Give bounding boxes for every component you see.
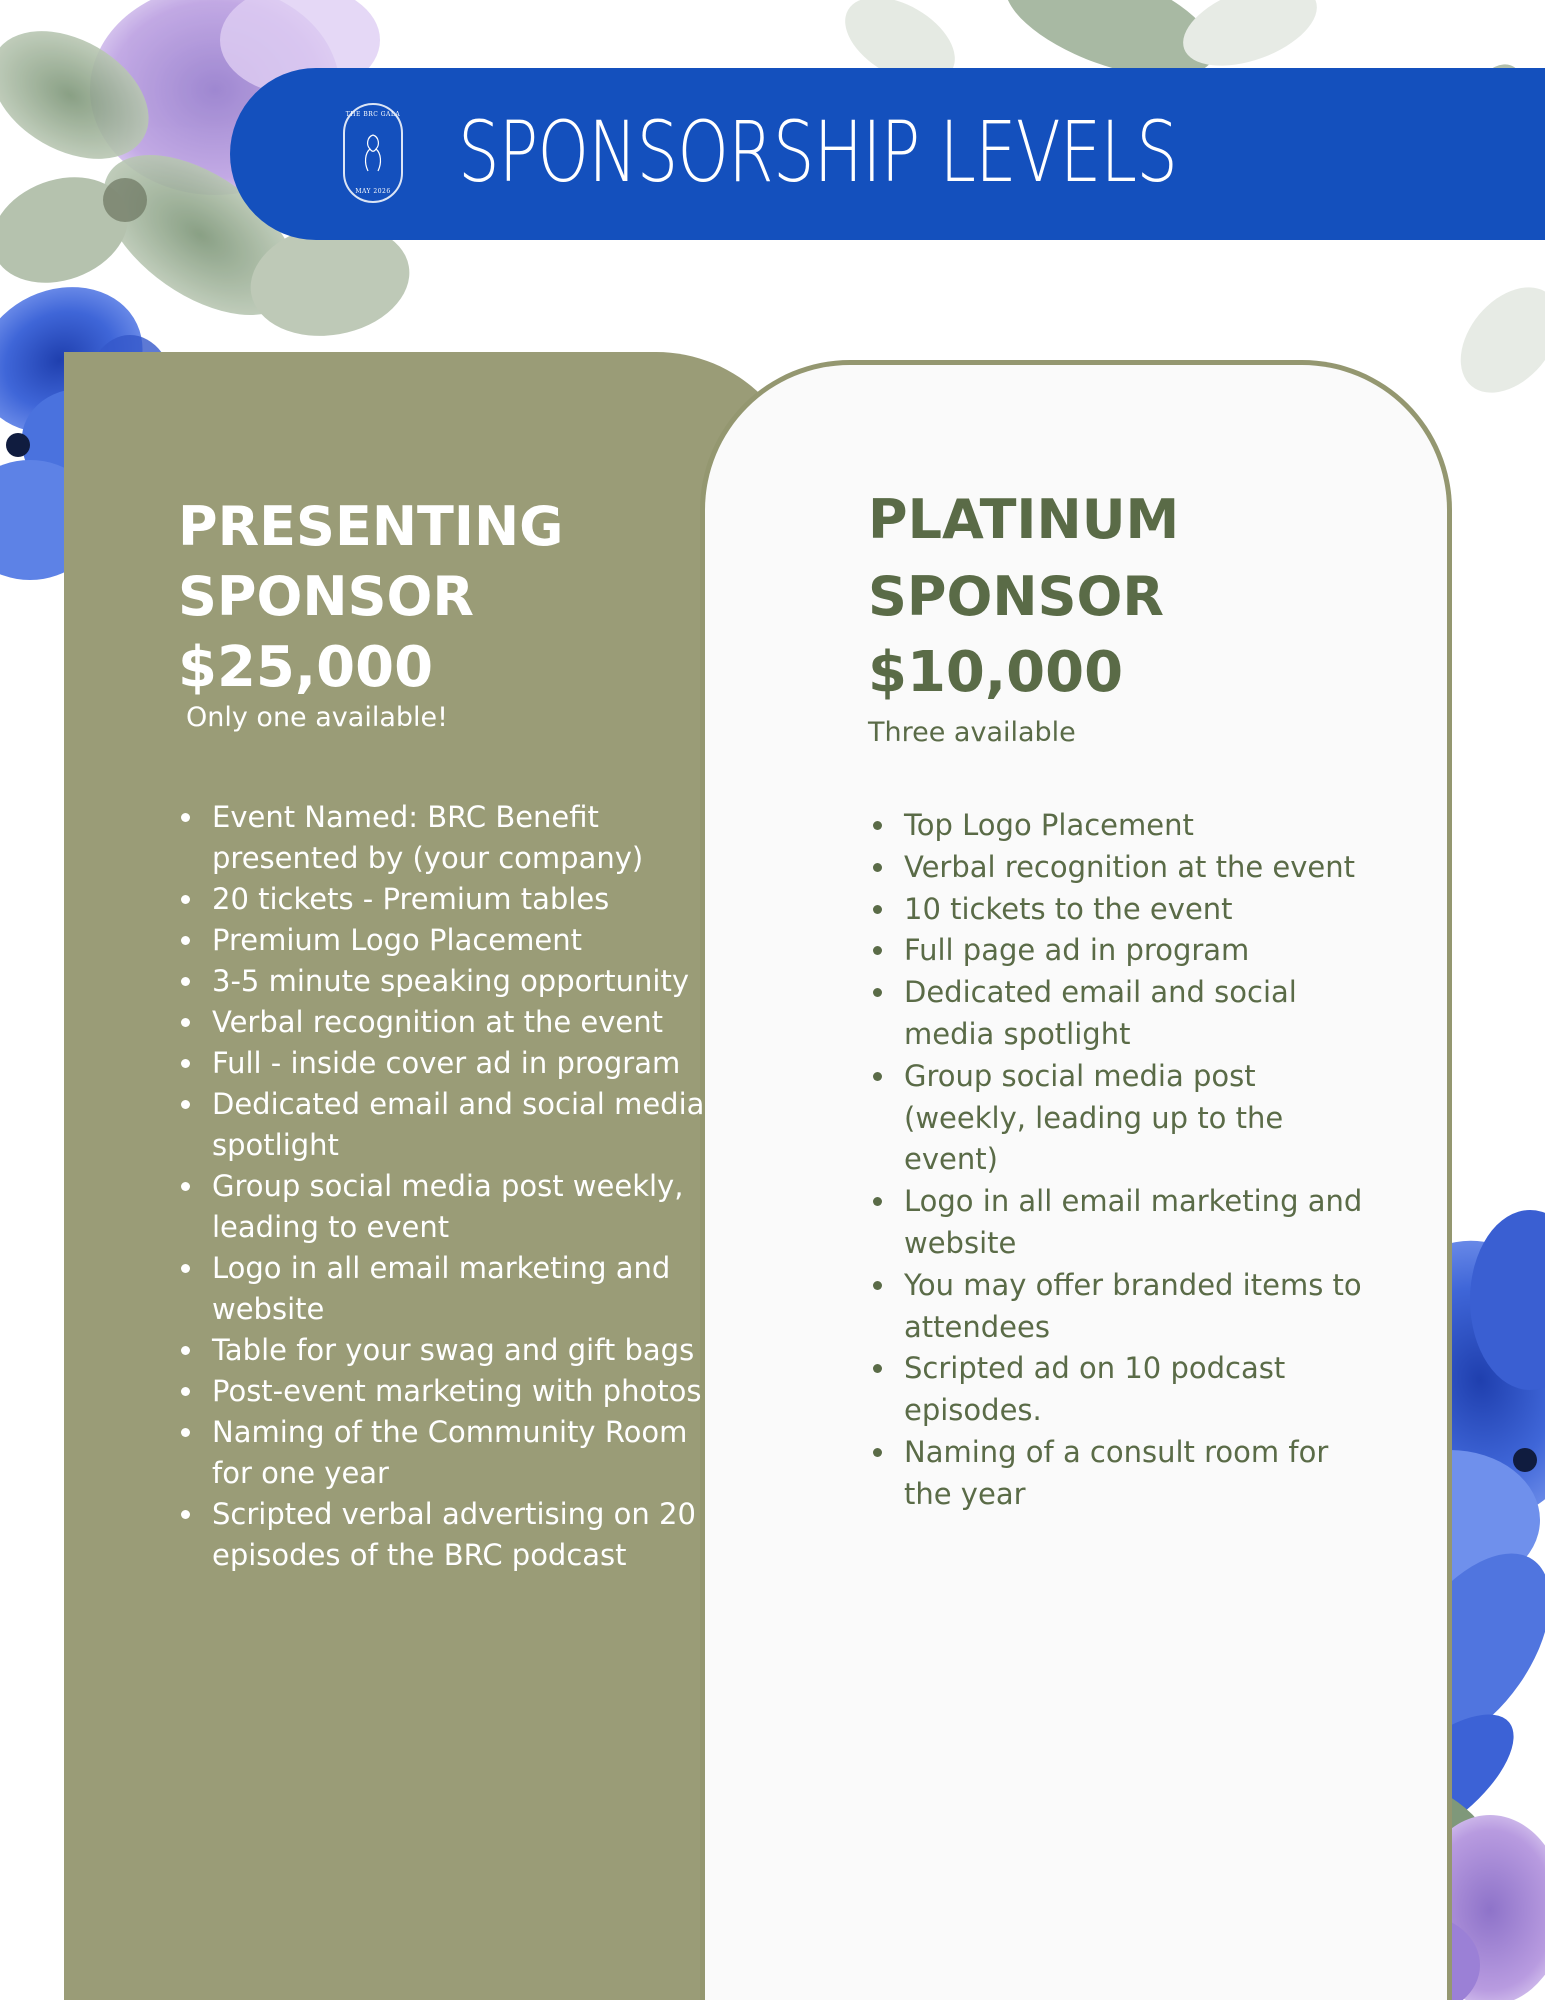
benefit-item: • Group social media post (weekly, leading up to the event)	[898, 1056, 1368, 1181]
logo-top-text: THE BRC GALA	[345, 111, 401, 118]
tier-name-line1: PRESENTING	[178, 495, 564, 558]
benefit-item: • Event Named: BRC Benefit presented by (your company)	[206, 797, 736, 879]
benefit-item: • Table for your swag and gift bags	[206, 1330, 736, 1371]
page-title: SPONSORSHIP LEVELS	[458, 103, 1178, 201]
tier-name-line1: PLATINUM	[868, 488, 1180, 551]
benefit-item: • Naming of a consult room for the year	[898, 1432, 1368, 1516]
benefit-item: • 10 tickets to the event	[898, 889, 1368, 931]
tier-name-line2: SPONSOR	[868, 565, 1164, 628]
benefit-item: • Logo in all email marketing and website	[898, 1181, 1368, 1265]
benefit-item: • Top Logo Placement	[898, 805, 1368, 847]
benefit-item: • Post-event marketing with photos	[206, 1371, 736, 1412]
platinum-sponsor-heading	[868, 481, 1179, 748]
benefit-item: • Group social media post weekly, leading to event	[206, 1166, 736, 1248]
benefit-item: • 20 tickets - Premium tables	[206, 879, 736, 920]
tier-price: $25,000	[178, 635, 434, 700]
benefit-item: • Scripted ad on 10 podcast episodes.	[898, 1348, 1368, 1432]
tier-availability: Only one available!	[186, 702, 448, 733]
platinum-benefits-list	[870, 805, 1368, 1516]
benefit-item: • Dedicated email and social media spotlight	[206, 1084, 736, 1166]
tier-name-line2: SPONSOR	[178, 565, 474, 628]
logo-bottom-text: MAY 2026	[355, 188, 391, 195]
benefit-item: • Dedicated email and social media spotlight	[898, 972, 1368, 1056]
benefit-item: • Naming of the Community Room for one year	[206, 1412, 736, 1494]
brc-logo	[343, 103, 403, 203]
tier-price: $10,000	[868, 640, 1124, 705]
figure-sketch-icon	[356, 131, 390, 175]
benefit-item: • Logo in all email marketing and website	[206, 1248, 736, 1330]
benefit-item: • 3-5 minute speaking opportunity	[206, 961, 736, 1002]
presenting-sponsor-heading	[178, 492, 563, 733]
benefit-item: • Full page ad in program	[898, 930, 1368, 972]
presenting-benefits-list	[178, 797, 736, 1576]
tier-availability: Three available	[868, 717, 1076, 748]
benefit-item: • Premium Logo Placement	[206, 920, 736, 961]
benefit-item: • Full - inside cover ad in program	[206, 1043, 736, 1084]
benefit-item: • Scripted verbal advertising on 20 episodes of the BRC podcast	[206, 1494, 736, 1576]
benefit-item: • You may offer branded items to attendees	[898, 1265, 1368, 1349]
benefit-item: • Verbal recognition at the event	[206, 1002, 736, 1043]
benefit-item: • Verbal recognition at the event	[898, 847, 1368, 889]
